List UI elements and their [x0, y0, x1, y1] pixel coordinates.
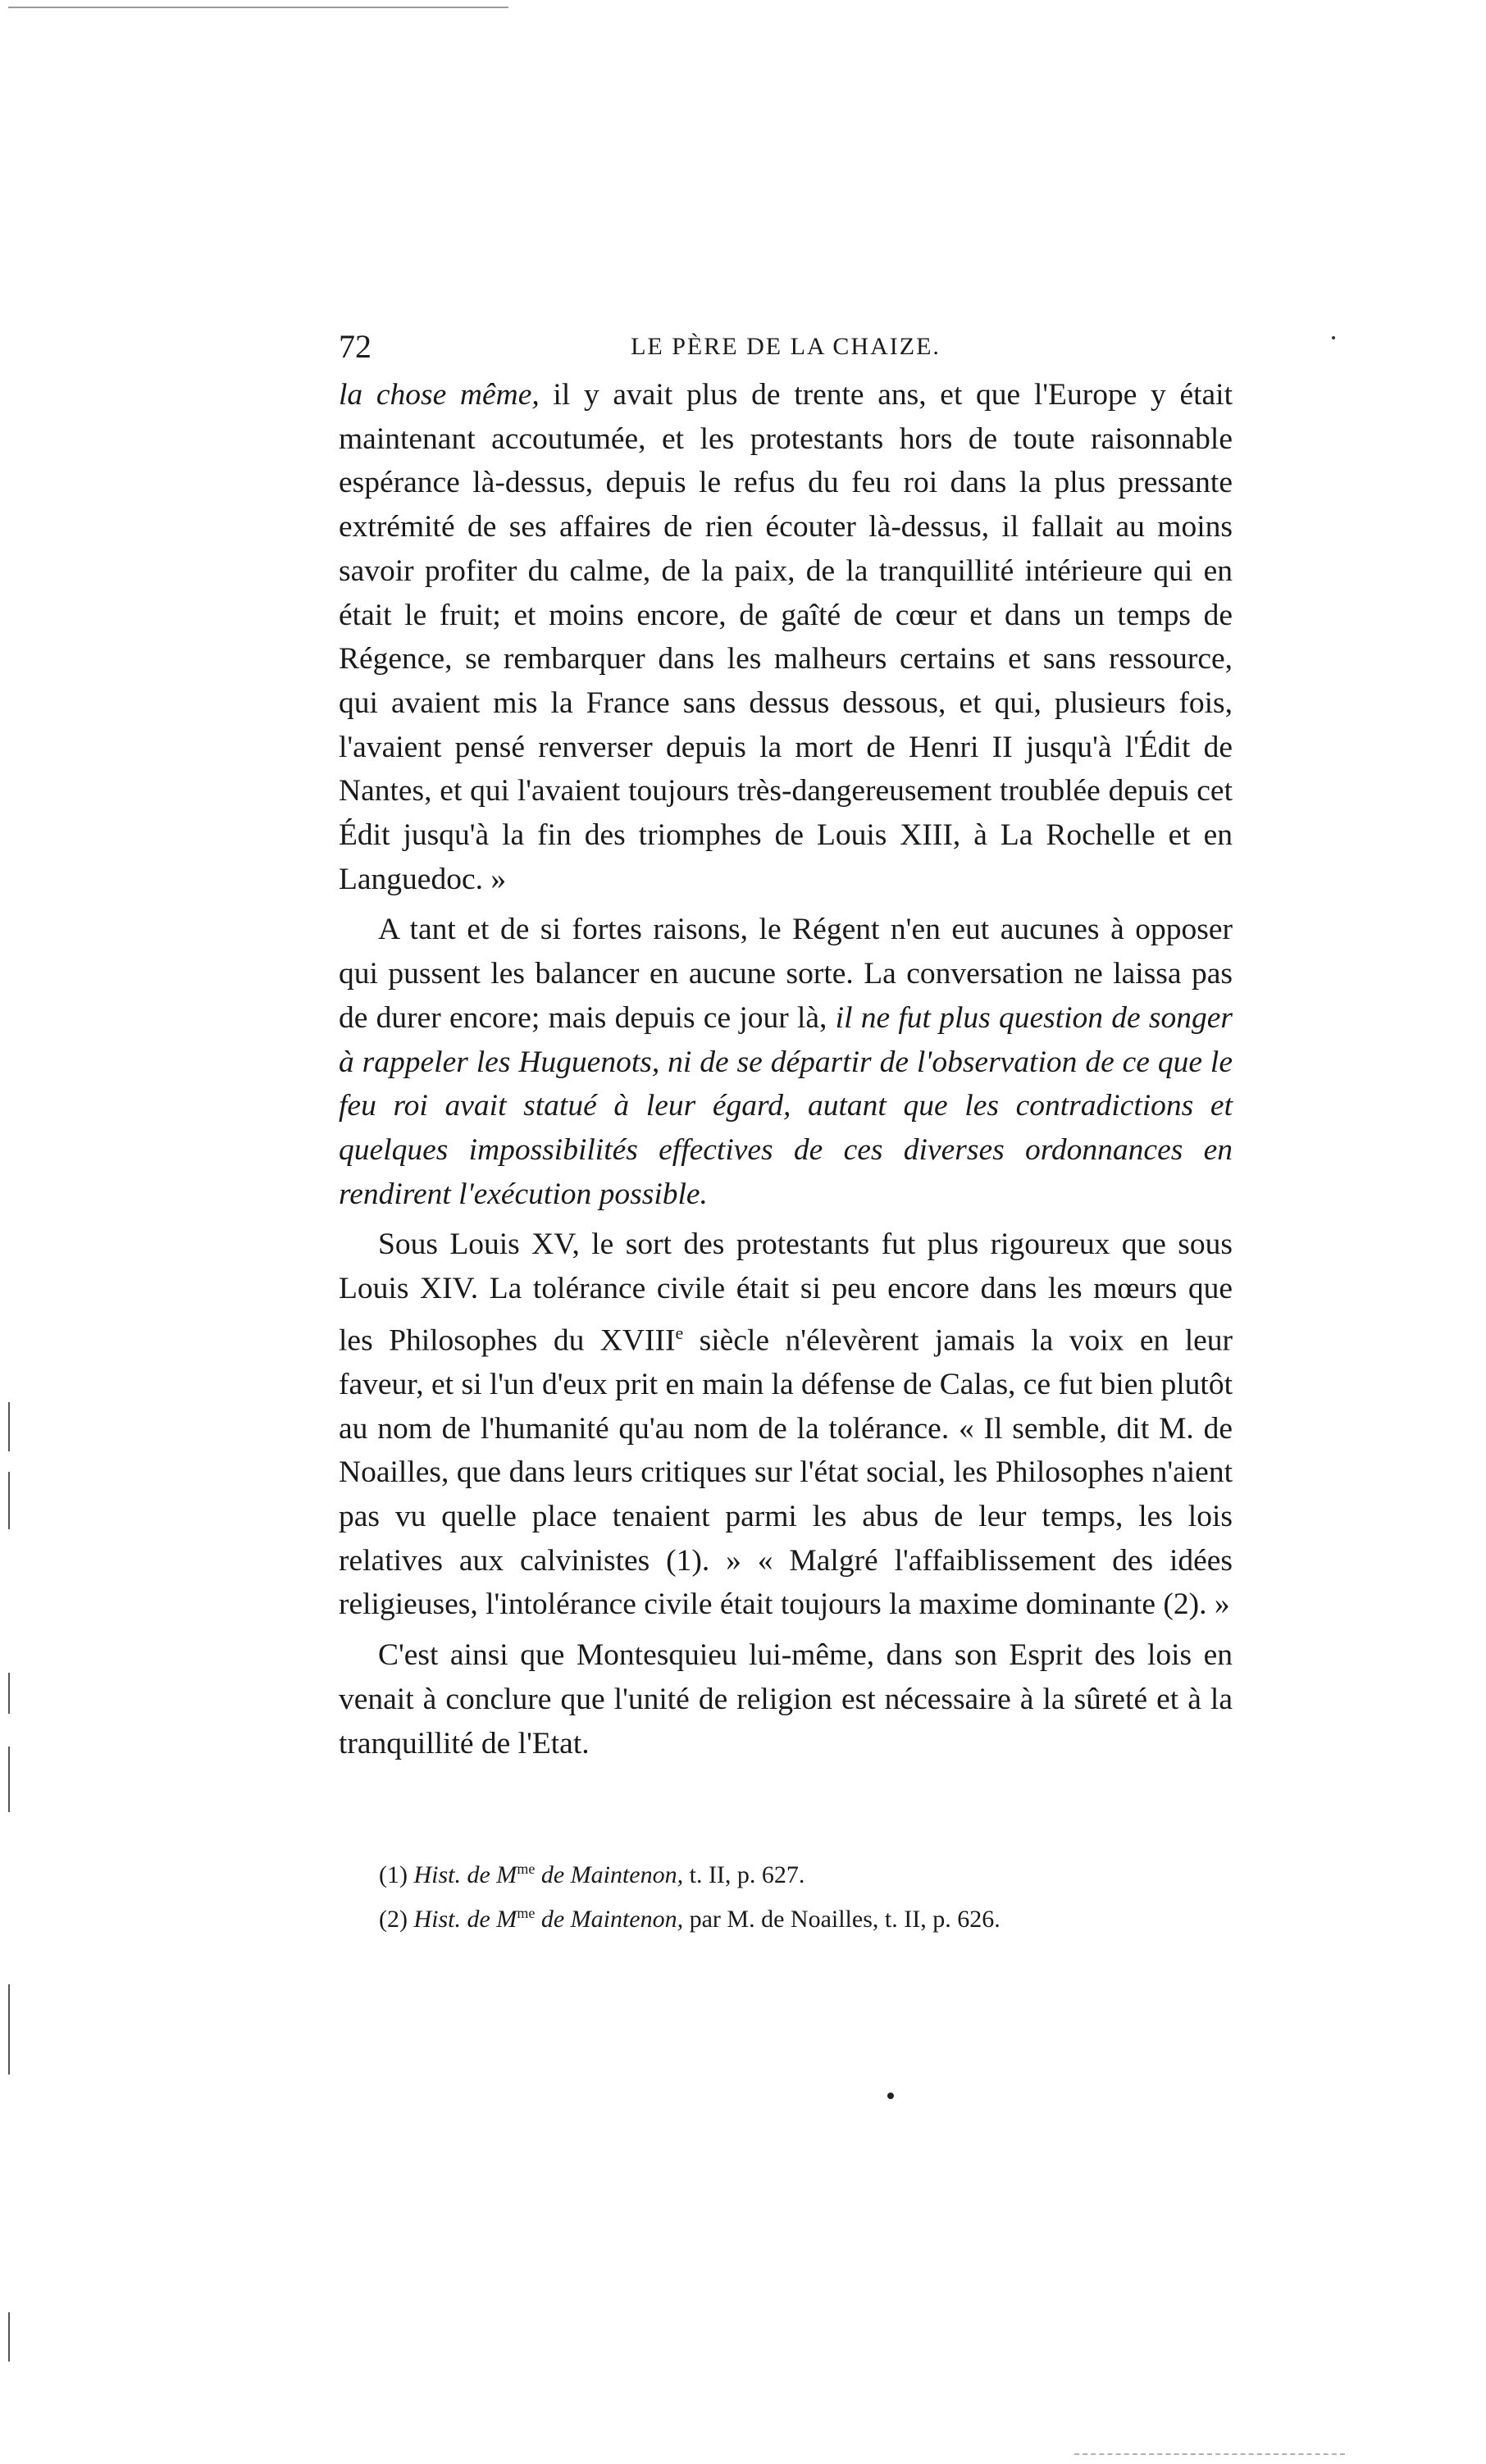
- paragraph-text: il y avait plus de trente ans, et que l'Europe y était maintenant accoutumée, et les protestants hors de toute raisonnable espérance là-dessus, depuis le refus du feu roi dans la plus pressante extrémité de ses affaires de rien écouter là-dessus, il fallait au moins savoir profiter du calme, de la paix, de la tranquillité intérieure qui en était le fruit; et moins encore, de gaîté de cœur et dans un temps de Régence, se rembarquer dans les malheurs certains et sans ressource, qui avaient mis la France sans dessus dessous, et qui, plusieurs fois, l'avaient pensé renverser depuis la mort de Henri II jusqu'à l'Édit de Nantes, et qui l'avaient toujours très-dangereusement troublée depuis cet Édit jusqu'à la fin des triomphes de Louis XIII, à La Rochelle et en Languedoc. »: [339, 378, 1233, 896]
- scan-margin-mark: [8, 1673, 10, 1714]
- paragraph: [339, 908, 1233, 1216]
- footnote-title: de Maintenon,: [535, 1906, 684, 1933]
- paragraph-text: A tant et de si fortes raisons, le Régent n'en eut aucunes à opposer qui pussent les balancer en aucune sorte. La conversation ne laissa pas de durer encore; mais depuis ce jour là,: [339, 913, 1233, 1035]
- footnote-title: Hist. de M: [413, 1906, 517, 1933]
- paragraph: [339, 1223, 1233, 1627]
- running-head: LE PÈRE DE LA CHAIZE.: [631, 333, 941, 360]
- footnote-text: par M. de Noailles, t. II, p. 626.: [683, 1906, 1001, 1933]
- footnote-title: de Maintenon,: [535, 1861, 684, 1888]
- footnote-number: (2): [379, 1906, 414, 1933]
- page-header: [339, 326, 1233, 367]
- footnote-title: Hist. de M: [413, 1861, 517, 1888]
- footnotes: [379, 1850, 1232, 1938]
- paragraph-text: siècle n'élevèrent jamais la voix en leur faveur, et si l'un d'eux prit en main la défense de Calas, ce fut bien plutôt au nom de l'humanité qu'au nom de la tolérance. « Il semble, dit M. de Noailles, que dans leurs critiques sur l'état social, les Philosophes n'aient pas vu quelle place tenaient parmi les abus de leur temps, les lois relatives aux calvinistes (1). » « Malgré l'affaiblissement des idées religieuses, l'intolérance civile était toujours la maxime dominante (2). »: [339, 1323, 1233, 1622]
- scan-margin-mark: [8, 1747, 10, 1812]
- stray-mark: [1332, 336, 1335, 339]
- superscript: me: [517, 1905, 536, 1921]
- scan-margin-mark: [8, 1984, 10, 2075]
- scan-edge-line-top: [8, 7, 508, 8]
- scan-margin-mark: [8, 1472, 10, 1529]
- page-number: 72: [339, 328, 372, 365]
- scan-margin-mark: [8, 2312, 10, 2362]
- footnote-text: t. II, p. 627.: [683, 1861, 805, 1888]
- footnote-number: (1): [379, 1861, 414, 1888]
- stray-dot: [887, 2093, 894, 2099]
- footnote: [379, 1850, 1232, 1894]
- scan-margin-mark: [8, 1402, 10, 1451]
- superscript: me: [517, 1861, 536, 1877]
- body-text: [339, 373, 1233, 1765]
- paragraph: [339, 1633, 1233, 1765]
- paragraph-text: Sous Louis XV, le sort des protestants fut plus rigoureux que sous Louis XIV. La tolérance civile était si peu encore dans les mœurs que les Philosophes du XVIII: [339, 1227, 1233, 1358]
- paragraph-text: C'est ainsi que Montesquieu lui-même, dans son Esprit des lois en venait à conclure que l'unité de religion est nécessaire à la sûreté et à la tranquillité de l'Etat.: [339, 1638, 1233, 1760]
- italic-text: la chose même,: [339, 378, 540, 412]
- footnote: [379, 1894, 1232, 1938]
- scan-edge-line-bottom: [1074, 2453, 1345, 2457]
- paragraph: [339, 373, 1233, 901]
- superscript: e: [675, 1322, 684, 1343]
- italic-text: il ne fut plus question de songer à rappeler les Huguenots, ni de se départir de l'observation de ce que le feu roi avait statué à leur égard, autant que les contradictions et quelques impossibilités effectives de ces diverses ordonnances en rendirent l'exécution possible.: [339, 1000, 1233, 1211]
